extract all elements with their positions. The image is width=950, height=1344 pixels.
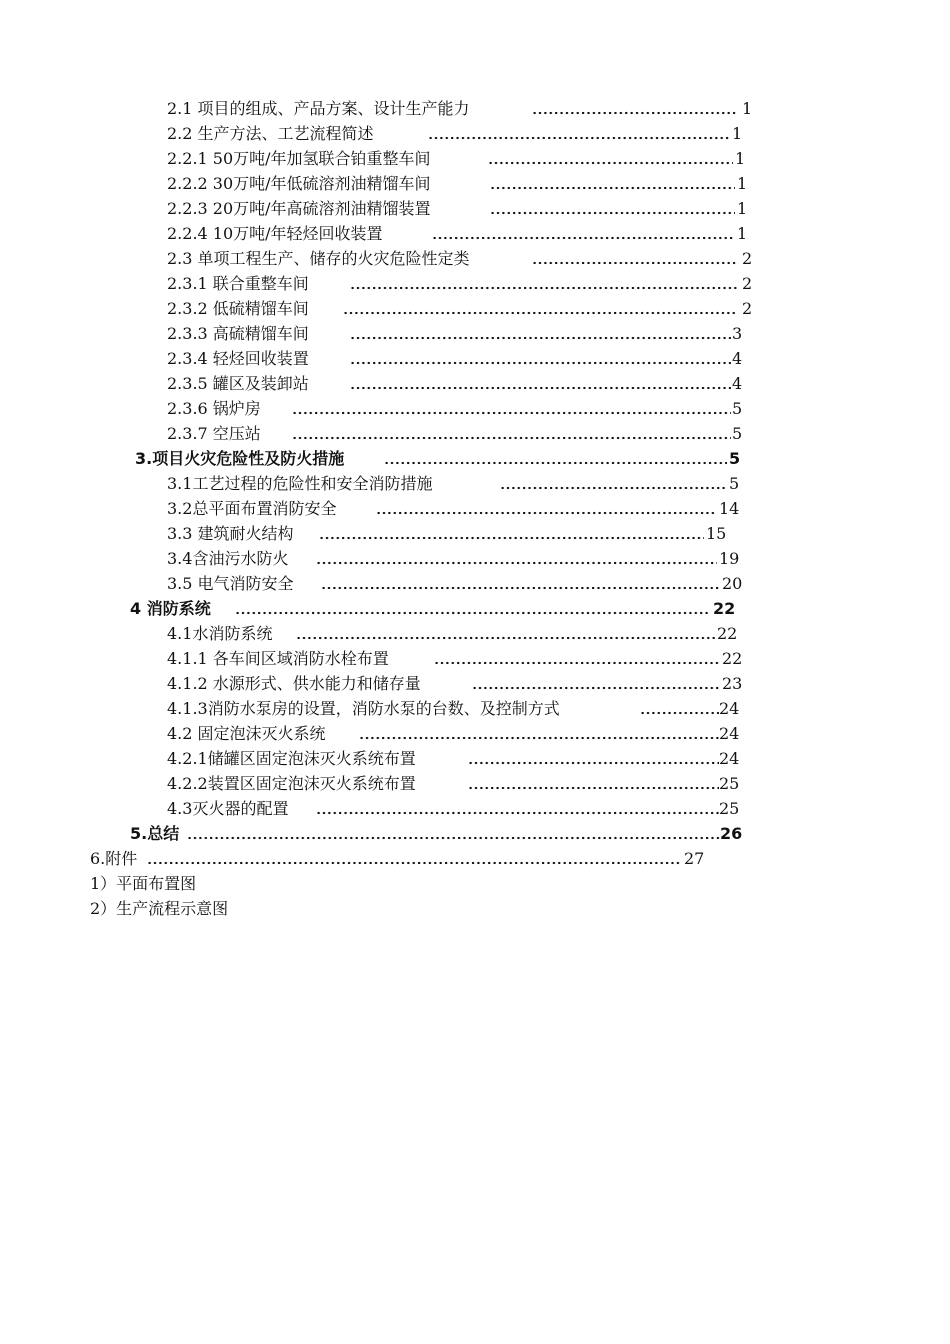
- toc-leader-dots: [435, 646, 721, 671]
- toc-entry-title: 4.3灭火器的配置: [167, 799, 289, 818]
- toc-entry-title: 3.5 电气消防安全: [167, 574, 294, 593]
- attachment-label: 2）生产流程示意图: [90, 899, 229, 918]
- toc-entry-title: 2.2.4 10万吨/年轻烃回收装置: [167, 224, 383, 243]
- toc-entry: [167, 96, 752, 121]
- toc-page-number: 5: [729, 449, 741, 468]
- toc-leader-dots: [641, 696, 719, 721]
- toc-leader-dots: [320, 521, 704, 546]
- toc-leader-dots: [491, 171, 735, 196]
- toc-page-number: 23: [722, 674, 743, 693]
- toc-page-number: 1: [735, 149, 746, 168]
- toc-page-number: 1: [742, 99, 753, 118]
- toc-entry-title: 2.3.5 罐区及装卸站: [167, 374, 309, 393]
- toc-entry-title: 2.2 生产方法、工艺流程简述: [167, 124, 374, 143]
- toc-leader-dots: [317, 546, 717, 571]
- toc-entry-title: 2.3.3 高硫精馏车间: [167, 324, 309, 343]
- toc-page-number: 27: [684, 849, 705, 868]
- toc-entry: [167, 246, 752, 271]
- toc-page-number: 1: [737, 224, 748, 243]
- toc-page-number: 24: [719, 749, 740, 768]
- toc-leader-dots: [429, 121, 731, 146]
- toc-leader-dots: [351, 346, 731, 371]
- toc-chapter-entry: [130, 596, 736, 621]
- toc-leader-dots: [377, 496, 717, 521]
- toc-entry: [167, 771, 743, 796]
- toc-entry-title: 2.2.3 20万吨/年高硫溶剂油精馏装置: [167, 199, 431, 218]
- toc-page-number: 5: [729, 474, 740, 493]
- toc-page-number: 22: [722, 649, 743, 668]
- toc-entry-title: 2.1 项目的组成、产品方案、设计生产能力: [167, 99, 470, 118]
- toc-leader-dots: [360, 721, 719, 746]
- toc-page-number: 4: [732, 349, 743, 368]
- toc-leader-dots: [491, 196, 735, 221]
- toc-entry: [167, 746, 743, 771]
- toc-entry: [167, 471, 741, 496]
- toc-leader-dots: [351, 321, 731, 346]
- toc-entry: [167, 721, 743, 746]
- toc-entry: [167, 346, 743, 371]
- toc-leader-dots: [489, 146, 733, 171]
- toc-page-number: 2: [742, 274, 753, 293]
- toc-entry: [167, 296, 752, 321]
- toc-entry-title: 3.项目火灾危险性及防火措施: [135, 449, 345, 468]
- toc-page-number: 25: [719, 774, 740, 793]
- toc-page-number: 24: [719, 699, 740, 718]
- toc-page-number: 2: [742, 249, 753, 268]
- toc-page-number: 25: [719, 799, 740, 818]
- toc-page-number: 22: [713, 599, 736, 618]
- toc-entry-title: 2.3.7 空压站: [167, 424, 261, 443]
- toc-entry-title: 2.3.4 轻烃回收装置: [167, 349, 309, 368]
- toc-page-number: 1: [732, 124, 743, 143]
- toc-entry: [167, 621, 741, 646]
- toc-leader-dots: [293, 396, 731, 421]
- toc-leader-dots: [236, 596, 710, 621]
- toc-chapter-entry: [130, 821, 744, 846]
- toc-entry: [167, 696, 743, 721]
- toc-leader-dots: [533, 246, 738, 271]
- toc-leader-dots: [351, 271, 738, 296]
- toc-entry: [167, 171, 747, 196]
- toc-entry-title: 2.3.1 联合重整车间: [167, 274, 309, 293]
- toc-entry: [167, 421, 743, 446]
- toc-leader-dots: [433, 221, 735, 246]
- toc-page-number: 1: [737, 199, 748, 218]
- toc-entry: [167, 146, 746, 171]
- toc-entry-title: 2.3 单项工程生产、储存的火灾危险性定类: [167, 249, 470, 268]
- toc-entry-title: 3.2总平面布置消防安全: [167, 499, 337, 518]
- toc-leader-dots: [344, 296, 738, 321]
- toc-chapter-entry: [135, 446, 741, 471]
- toc-page-number: 14: [719, 499, 740, 518]
- toc-entry: [167, 271, 752, 296]
- toc-leader-dots: [322, 571, 721, 596]
- toc-entry-title: 4.2.1储罐区固定泡沫灭火系统布置: [167, 749, 416, 768]
- toc-leader-dots: [317, 796, 719, 821]
- attachment-item: [90, 896, 390, 921]
- toc-page-number: 2: [742, 299, 753, 318]
- toc-entry-title: 2.2.2 30万吨/年低硫溶剂油精馏车间: [167, 174, 431, 193]
- toc-leader-dots: [293, 421, 731, 446]
- toc-page-number: 4: [732, 374, 743, 393]
- toc-leader-dots: [469, 771, 719, 796]
- toc-leader-dots: [148, 846, 682, 871]
- toc-entry: [167, 546, 741, 571]
- toc-entry-title: 3.3 建筑耐火结构: [167, 524, 294, 543]
- attachment-item: [90, 871, 390, 896]
- toc-page-number: 22: [717, 624, 738, 643]
- toc-entry-title: 2.2.1 50万吨/年加氢联合铂重整车间: [167, 149, 431, 168]
- toc-page-number: 19: [719, 549, 740, 568]
- toc-leader-dots: [297, 621, 717, 646]
- toc-entry: [167, 571, 743, 596]
- toc-entry: [90, 846, 706, 871]
- toc-page-number: 20: [722, 574, 743, 593]
- toc-entry-title: 4.1.3消防水泵房的设置，消防水泵的台数、及控制方式: [167, 699, 560, 718]
- toc-entry-title: 4.1水消防系统: [167, 624, 273, 643]
- toc-entry: [167, 496, 741, 521]
- toc-leader-dots: [469, 746, 719, 771]
- toc-entry-title: 3.1工艺过程的危险性和安全消防措施: [167, 474, 433, 493]
- toc-entry: [167, 221, 747, 246]
- toc-page-number: 26: [720, 824, 743, 843]
- toc-page-number: 5: [732, 424, 743, 443]
- toc-entry-title: 4 消防系统: [130, 599, 211, 618]
- toc-entry: [167, 521, 726, 546]
- toc-entry-title: 6.附件: [90, 849, 138, 868]
- toc-leader-dots: [188, 821, 720, 846]
- toc-entry-title: 4.1.2 水源形式、供水能力和储存量: [167, 674, 421, 693]
- attachment-label: 1）平面布置图: [90, 874, 197, 893]
- toc-entry-title: 2.3.6 锅炉房: [167, 399, 261, 418]
- toc-entry: [167, 371, 743, 396]
- toc-leader-dots: [351, 371, 731, 396]
- toc-entry: [167, 121, 741, 146]
- toc-entry-title: 5.总结: [130, 824, 180, 843]
- toc-entry-title: 4.2 固定泡沫灭火系统: [167, 724, 326, 743]
- toc-entry: [167, 646, 745, 671]
- toc-entry: [167, 396, 743, 421]
- toc-entry: [167, 321, 743, 346]
- toc-leader-dots: [385, 446, 727, 471]
- toc-leader-dots: [473, 671, 721, 696]
- toc-entry-title: 2.3.2 低硫精馏车间: [167, 299, 309, 318]
- toc-page-number: 1: [737, 174, 748, 193]
- toc-entry: [167, 196, 747, 221]
- toc-leader-dots: [501, 471, 727, 496]
- toc-entry: [167, 796, 743, 821]
- toc-entry-title: 4.1.1 各车间区域消防水栓布置: [167, 649, 389, 668]
- toc-entry-title: 3.4含油污水防火: [167, 549, 289, 568]
- toc-page-number: 5: [732, 399, 743, 418]
- toc-leader-dots: [533, 96, 738, 121]
- toc-entry: [167, 671, 745, 696]
- toc-entry-title: 4.2.2装置区固定泡沫灭火系统布置: [167, 774, 416, 793]
- toc-page-number: 3: [732, 324, 743, 343]
- toc-page-number: 24: [719, 724, 740, 743]
- toc-page-number: 15: [706, 524, 727, 543]
